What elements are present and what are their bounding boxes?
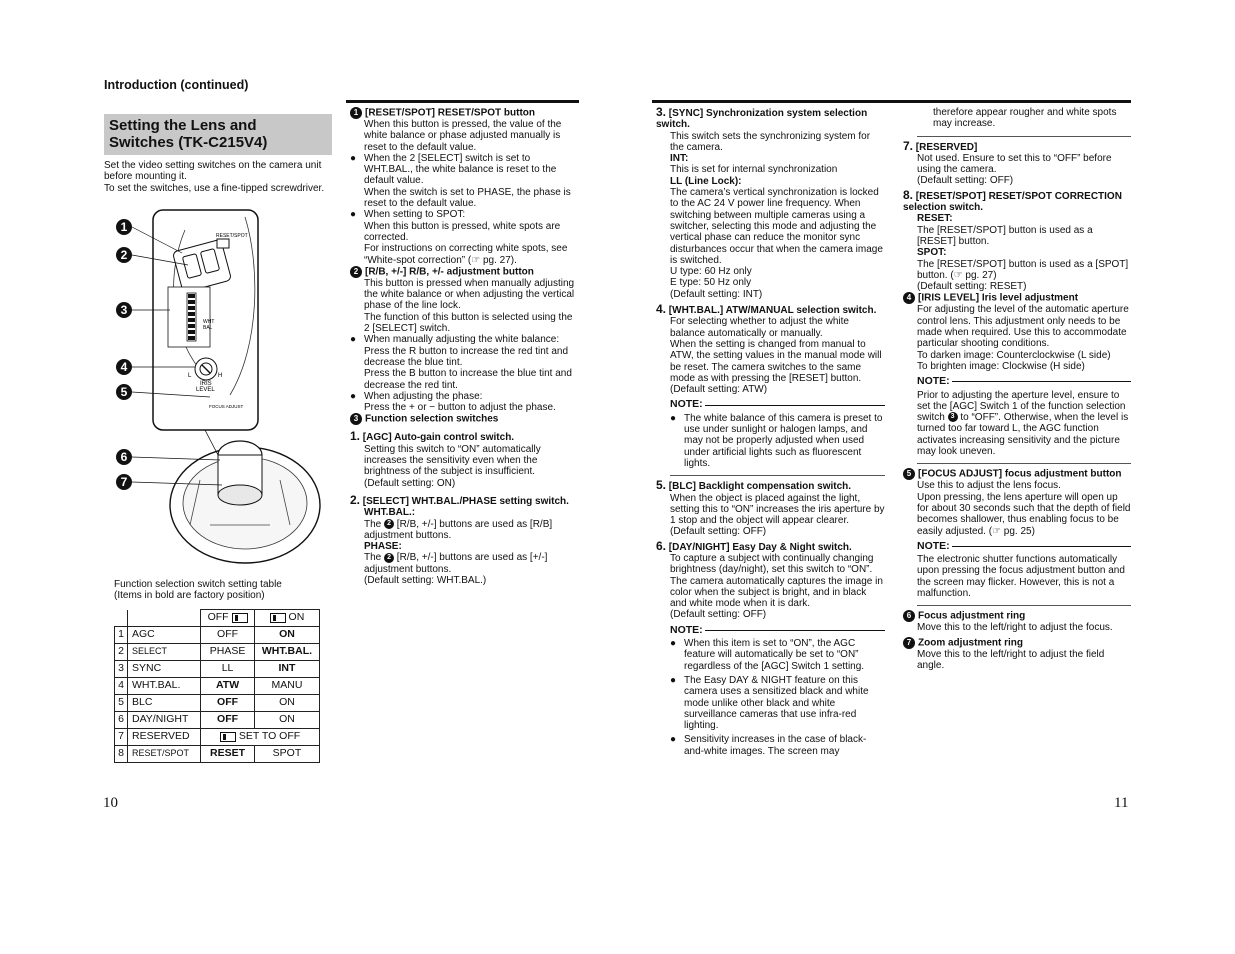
label-l: L bbox=[188, 373, 192, 379]
label-focus-adjust: FOCUS ADJUST bbox=[209, 404, 244, 409]
note-heading: NOTE: bbox=[656, 399, 885, 410]
table-caption: Function selection switch setting table (Items in bold are factory position) bbox=[114, 579, 282, 602]
table-row: 2 SELECT PHASE WHT.BAL. bbox=[115, 644, 320, 661]
off-switch-icon bbox=[232, 613, 248, 623]
page-header: Introduction (continued) bbox=[104, 78, 249, 92]
switch-table: OFF ON 1 AGC OFF ON 2 SELECT PHASE WHT.BAL. 3 SYNC LL INT 4 WHT.BAL. ATW MANU 5 BLC OFF ON 6 DAY/NIGHT OFF ON 7 RESERVED SET TO OFF 8 RESET/SPOT RESET SPOT bbox=[114, 609, 320, 763]
note-heading: NOTE: bbox=[656, 625, 885, 636]
label-level: LEVEL bbox=[196, 387, 215, 393]
svg-text:3: 3 bbox=[120, 303, 128, 317]
header-rule-right bbox=[652, 100, 1131, 103]
circled-2-icon: 2 bbox=[350, 266, 362, 278]
label-wht: WHT bbox=[203, 319, 215, 325]
circled-2-icon: 2 bbox=[384, 519, 394, 529]
circled-6-icon: 6 bbox=[903, 610, 915, 622]
off-switch-icon bbox=[220, 732, 236, 742]
column-4: therefore appear rougher and white spots may increase. 7. [RESERVED] Not used. Ensure to set this to “OFF” before using the camera. (Default setting: OFF) 8. [RESET/SPOT] RESET/SPOT CORRECTION selection switch. RESET: The [RESET/SPOT] button is used as a [RESET] button. SPOT: The [RESET/SPOT] button is used as a [SPOT] button. (☞ pg. 27) (Default setting: RESET) 4 [IRIS LEVEL] Iris level adjustment For adjusting the level of the automatic aperture control lens. This adjustment only needs to be made when required. Use this to accommodate particular shooting conditions. To darken image: Counterclockwise (L side) To brighten image: Clockwise (H side) NOTE: Prior to adjusting the aperture level, ensure to set the [AGC] Switch 1 of the function selection switch 3 to “OFF”. Otherwise, when the level is turned too far toward L, the AGC function activates increasing sensitivity and the picture may look uneven. 5 [FOCUS ADJUST] focus adjustment button Use this to adjust the lens focus. Upon pressing, the lens aperture will open up for about 30 seconds such that the depth of field becomes shallower, thus enabling focus to be easily adjusted. (☞ pg. 25) NOTE: The electronic shutter functions automatically upon pressing the focus adjustment button and the screen may flicker. However, this is not a malfunction. 6 Focus adjustment ring Move this to the left/right to adjust the focus. 7 Zoom adjustment ring Move this to the left/right to adjust the field angle. bbox=[903, 107, 1131, 671]
column-2: 1 [RESET/SPOT] RESET/SPOT button When this button is pressed, the value of the white balance or phase adjusted manually is reset to the default value. ● When the 2 [SELECT] switch is set to WHT.BAL., the white balance is reset to the default value. When the switch is set to PHASE, the phase is reset to the default value. ● When setting to SPOT: When this button is pressed, white spots are corrected. For instructions on correcting white spots, see “White-spot correction” (☞ pg. 27). 2 [R/B, +/-] R/B, +/- adjustment button This button is pressed when manually adjusting the white balance or when adjusting the vertical phase of the line lock. The function of this button is selected using the 2 [SELECT] switch. ● When manually adjusting the white balance: Press the R button to increase the red tint and decrease the blue tint. Press the B button to increase the blue tint and decrease the red tint. ● When adjusting the phase: Press the + or − button to adjust the phase. 3 Function selection switches 1. [AGC] Auto-gain control switch. Setting this switch to “ON” automatically increases the sensitivity even when the brightness of the subject is insufficient. (Default setting: ON) 2. [SELECT] WHT.BAL./PHASE setting switch. WHT.BAL.: The 2 [R/B, +/-] buttons are used as [R/B] adjustment buttons. PHASE: The 2 [R/B, +/-] buttons are used as [+/-] adjustment buttons. (Default setting: WHT.BAL.) bbox=[350, 107, 575, 586]
label-bal: BAL bbox=[203, 325, 213, 331]
table-row: 7 RESERVED SET TO OFF bbox=[115, 729, 320, 746]
page-number-right: 11 bbox=[1114, 795, 1129, 811]
label-iris: IRIS bbox=[200, 381, 212, 387]
svg-text:5: 5 bbox=[120, 385, 128, 399]
svg-text:7: 7 bbox=[120, 475, 128, 489]
on-switch-icon bbox=[270, 613, 286, 623]
svg-text:2: 2 bbox=[120, 248, 128, 262]
camera-diagram bbox=[110, 205, 340, 567]
circled-2-icon: 2 bbox=[384, 553, 394, 563]
intro-text: Set the video setting switches on the camera unit before mounting it. To set the switches, use a fine-tipped screwdriver. bbox=[104, 160, 325, 194]
label-reset-spot: RESET/SPOT bbox=[216, 233, 248, 239]
table-row: 4 WHT.BAL. ATW MANU bbox=[115, 678, 320, 695]
note-heading: NOTE: bbox=[903, 376, 1131, 387]
circled-7-icon: 7 bbox=[903, 637, 915, 649]
circled-3-icon: 3 bbox=[948, 412, 958, 422]
section-title: Setting the Lens and Switches (TK-C215V4) bbox=[109, 117, 268, 151]
column-3: 3. [SYNC] Synchronization system selection switch. This switch sets the synchronizing system for the camera. INT: This is set for internal synchronization LL (Line Lock): The camera’s vertical synchronization is locked to the AC 24 V power line frequency. When switching between multiple cameras using a switcher, selecting this mode and adjusting the vertical phase can reduce the monitor sync disturbances occur that when the camera image is switched. U type: 60 Hz only E type: 50 Hz only (Default setting: INT) 4. [WHT.BAL.] ATW/MANUAL selection switch. For selecting whether to adjust the white balance automatically or manually. When the setting is changed from manual to ATW, the setting values in the manual mode will be reset. The camera switches to the same mode as with pressing the [RESET] button. (Default setting: ATW) NOTE: ● The white balance of this camera is preset to use under sunlight or halogen lamps, and may not be properly adjusted when used under artificial lights such as fluorescent lights. 5. [BLC] Backlight compensation switch. When the object is placed against the light, setting this to “ON” increases the iris aperture by 1 stop and the object will appear clearer. (Default setting: OFF) 6. [DAY/NIGHT] Easy Day & Night switch. To capture a subject with continually changing brightness (day/night), set this switch to “ON”. The camera automatically captures the image in color when the subject is bright, and in black and white mode when it is dark. (Default setting: OFF) NOTE: ● When this item is set to “ON”, the AGC feature will automatically be set to “ON” regardless of the [AGC] Switch 1 setting. ● The Easy DAY & NIGHT feature on this camera uses a sensitized black and white mode unlike other black and white surveillance cameras that use infra-red lighting. ● Sensitivity increases in the case of black-and-white images. The screen may bbox=[656, 105, 885, 757]
circled-4-icon: 4 bbox=[903, 292, 915, 304]
note-heading: NOTE: bbox=[903, 541, 1131, 552]
table-row: 8 RESET/SPOT RESET SPOT bbox=[115, 746, 320, 763]
svg-text:6: 6 bbox=[120, 450, 128, 464]
circled-3-icon: 3 bbox=[350, 413, 362, 425]
table-row: 1 AGC OFF ON bbox=[115, 627, 320, 644]
page-number-left: 10 bbox=[103, 795, 118, 811]
circled-5-icon: 5 bbox=[903, 468, 915, 480]
table-row: 6 DAY/NIGHT OFF ON bbox=[115, 712, 320, 729]
circled-1-icon: 1 bbox=[350, 107, 362, 119]
label-h: H bbox=[218, 373, 223, 379]
table-row: 3 SYNC LL INT bbox=[115, 661, 320, 678]
table-row: 5 BLC OFF ON bbox=[115, 695, 320, 712]
header-rule bbox=[346, 100, 579, 103]
svg-text:1: 1 bbox=[120, 220, 128, 234]
section-title-box bbox=[104, 114, 332, 155]
svg-text:4: 4 bbox=[120, 360, 128, 374]
